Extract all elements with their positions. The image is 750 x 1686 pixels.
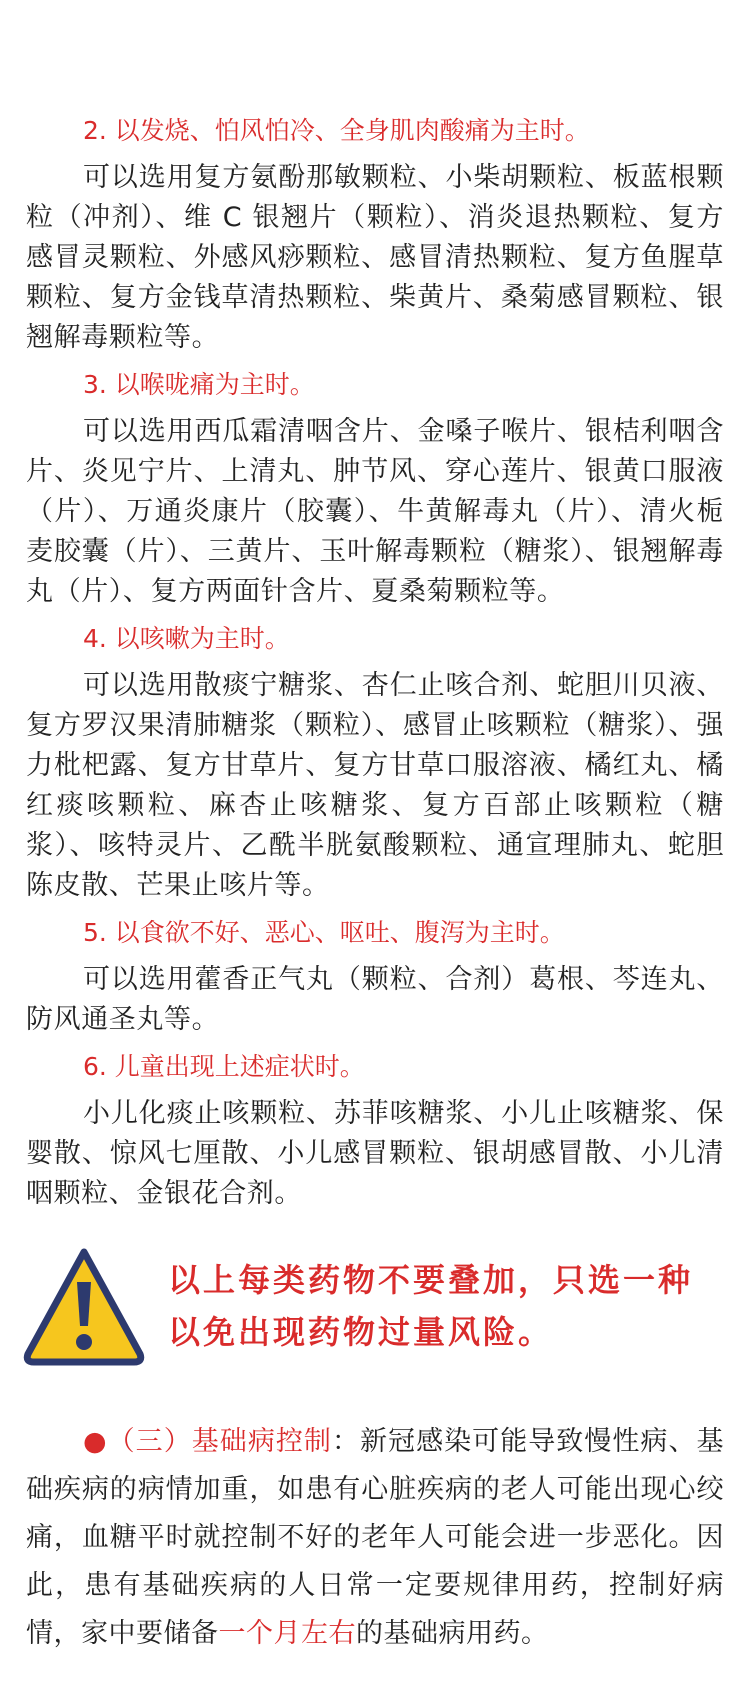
medication-guide [26,112,724,1222]
basic-disease-text: 新冠感染可能导致慢性病、基础疾病的病情加重，如患有心脏疾病的老人可能出现心绞痛，血糖平时就控制不好的老年人可能会进一步恶化。因此，患有基础疾病的人日常一定要规律用药，控制好病情，家中要储备 [26,1426,725,1649]
section-heading: 3. 以喉咙痛为主时。 [83,370,315,399]
section-body: 可以选用藿香正气丸（颗粒、合剂）葛根、芩连丸、防风通圣丸等。 [26,964,724,1035]
section-children [26,1048,724,1214]
highlight-duration: 一个月左右 [218,1618,356,1649]
warning-line-1: 以上每类药物不要叠加，只选一种 [168,1261,694,1299]
basic-disease-title: （三）基础病控制 [107,1426,332,1457]
warning-text [168,1254,734,1358]
basic-disease-paragraph [26,1418,724,1658]
section-fever [26,112,724,358]
section-sore-throat [26,366,724,612]
warning-line-2: 以免出现药物过量风险。 [168,1313,554,1351]
section-heading: 5. 以食欲不好、恶心、呕吐、腹泻为主时。 [83,918,565,947]
section-body: 可以选用复方氨酚那敏颗粒、小柴胡颗粒、板蓝根颗粒（冲剂）、维 C 银翘片（颗粒）、消炎退热颗粒、复方感冒灵颗粒、外感风痧颗粒、感冒清热颗粒、复方鱼腥草颗粒、复方金钱草清热颗粒、柴黄片、桑菊感冒颗粒、银翘解毒颗粒等。 [26,162,724,353]
warning-box [22,1246,732,1368]
section-body: 可以选用西瓜霜清咽含片、金嗓子喉片、银桔利咽含片、炎见宁片、上清丸、肿节风、穿心莲片、银黄口服液（片）、万通炎康片（胶囊）、牛黄解毒丸（片）、清火栀麦胶囊（片）、三黄片、玉叶解毒颗粒（糖浆）、银翘解毒丸（片）、复方两面针含片、夏桑菊颗粒等。 [26,416,724,607]
section-digestive [26,914,724,1040]
section-body: 可以选用散痰宁糖浆、杏仁止咳合剂、蛇胆川贝液、复方罗汉果清肺糖浆（颗粒）、感冒止咳颗粒（糖浆）、强力枇杷露、复方甘草片、复方甘草口服溶液、橘红丸、橘红痰咳颗粒、麻杏止咳糖浆、复方百部止咳颗粒（糖浆）、咳特灵片、乙酰半胱氨酸颗粒、通宣理肺丸、蛇胆陈皮散、芒果止咳片等。 [26,670,724,901]
title-colon: ： [331,1426,360,1457]
section-heading: 4. 以咳嗽为主时。 [83,624,290,653]
section-heading: 2. 以发烧、怕风怕冷、全身肌肉酸痛为主时。 [83,116,590,145]
section-cough [26,620,724,906]
basic-disease-text-end: 的基础病用药。 [356,1618,549,1649]
section-heading: 6. 儿童出现上述症状时。 [83,1052,365,1081]
warning-triangle-icon [22,1246,146,1368]
section-body: 小儿化痰止咳颗粒、苏菲咳糖浆、小儿止咳糖浆、保婴散、惊风七厘散、小儿感冒颗粒、银胡感冒散、小儿清咽颗粒、金银花合剂。 [26,1098,724,1209]
bullet-icon: ● [83,1426,108,1457]
